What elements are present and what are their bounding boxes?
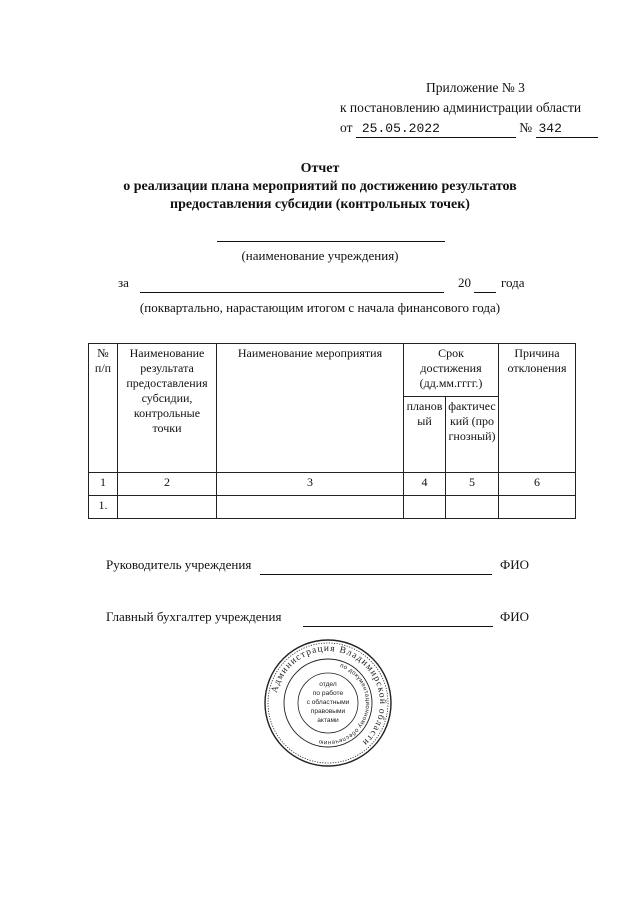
appendix-resolution: к постановлению администрации области [340, 100, 582, 115]
report-table [88, 343, 576, 519]
col-number-6: 6 [499, 473, 576, 496]
date-prefix: от [340, 120, 353, 135]
appendix-header [340, 78, 625, 138]
stamp-center-line-3: с областными [306, 699, 350, 706]
title-line-1: Отчет [300, 161, 340, 176]
year-prefix: 20 [458, 275, 471, 290]
title-line-3: предоставления субсидии (контрольных точек) [170, 197, 470, 212]
resolution-date: 25.05.2022 [356, 120, 516, 138]
period-caption: (поквартально, нарастающим итогом с начала финансового года) [139, 300, 501, 315]
header-result: Наименование результата предоставления субсидии, контрольные точки [118, 344, 217, 473]
institution-caption: (наименование учреждения) [241, 248, 399, 263]
header-num: № п/п [89, 344, 118, 473]
row-cell-actual [446, 496, 499, 519]
stamp-outer-text: Администрация Владимирской области [270, 643, 388, 748]
stamp-center-line-4: правовыми [310, 708, 346, 715]
year-line [474, 292, 496, 293]
resolution-number: 342 [536, 120, 598, 138]
official-stamp [263, 638, 393, 768]
header-actual: фактический (прогнозный) [446, 397, 499, 473]
row-cell-num: 1. [89, 496, 118, 519]
appendix-number: Приложение № 3 [426, 80, 525, 95]
institution-name-line [217, 241, 445, 242]
stamp-center-line-5: актами [317, 717, 339, 724]
header-planned: плановый [404, 397, 446, 473]
period-prefix: за [118, 275, 129, 290]
appendix-date-line [340, 118, 625, 138]
stamp-inner-text: по документационному обеспечению [318, 663, 371, 746]
row-cell-event [217, 496, 404, 519]
header-deadline: Срок достижения (дд.мм.гггг.) [404, 344, 499, 397]
col-number-1: 1 [89, 473, 118, 496]
row-cell-planned [404, 496, 446, 519]
header-reason: Причина отклонения [499, 344, 576, 473]
stamp-center-line-1: отдел [319, 681, 337, 688]
table-row [89, 496, 576, 519]
period-line [140, 292, 444, 293]
number-prefix: № [519, 120, 533, 135]
title-line-2: о реализации плана мероприятий по достижению результатов [123, 179, 517, 194]
head-fio: ФИО [500, 557, 530, 572]
head-label: Руководитель учреждения [106, 557, 252, 572]
col-number-2: 2 [118, 473, 217, 496]
accountant-label: Главный бухгалтер учреждения [106, 609, 282, 624]
table-header-row [89, 344, 576, 397]
accountant-fio: ФИО [500, 609, 530, 624]
row-cell-reason [499, 496, 576, 519]
column-numbers-row [89, 473, 576, 496]
head-signature-line [260, 574, 492, 575]
accountant-signature-line [303, 626, 493, 627]
year-suffix: года [501, 275, 525, 290]
report-title [0, 160, 640, 214]
stamp-center-line-2: по работе [312, 690, 344, 697]
col-number-3: 3 [217, 473, 404, 496]
row-cell-result [118, 496, 217, 519]
header-event: Наименование мероприятия [217, 344, 404, 473]
col-number-5: 5 [446, 473, 499, 496]
stamp-center-text [307, 681, 350, 724]
col-number-4: 4 [404, 473, 446, 496]
